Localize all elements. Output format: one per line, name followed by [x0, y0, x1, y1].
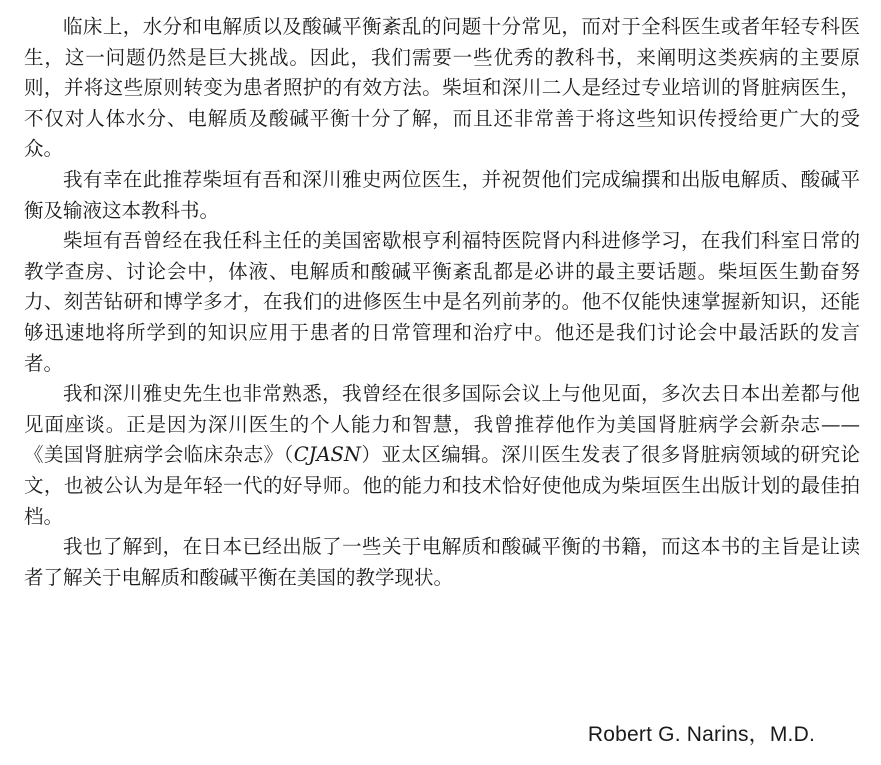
- paragraph-2: 我有幸在此推荐柴垣有吾和深川雅史两位医生，并祝贺他们完成编撰和出版电解质、酸碱平衡及输液这本教科书。: [24, 167, 860, 222]
- paragraph-3: 柴垣有吾曾经在我任科主任的美国密歇根亨利福特医院肾内科进修学习，在我们科室日常的教学查房、讨论会中，体液、电解质和酸碱平衡紊乱都是必讲的最主要话题。柴垣医生勤奋努力、刻苦钻研和博学多才，在我们的进修医生中是名列前茅的。他不仅能快速掌握新知识，还能够迅速地将所学到的知识应用于患者的日常管理和治疗中。他还是我们讨论会中最活跃的发言者。: [24, 229, 860, 375]
- preface-body: [24, 12, 860, 593]
- paragraph-5: 我也了解到，在日本已经出版了一些关于电解质和酸碱平衡的书籍，而这本书的主旨是让读者了解关于电解质和酸碱平衡在美国的教学现状。: [24, 535, 860, 589]
- paragraph-1: 临床上，水分和电解质以及酸碱平衡紊乱的问题十分常见，而对于全科医生或者年轻专科医生，这一问题仍然是巨大挑战。因此，我们需要一些优秀的教科书，来阐明这类疾病的主要原则，并将这些原则转变为患者照护的有效方法。柴垣和深川二人是经过专业培训的肾脏病医生，不仅对人体水分、电解质及酸碱平衡十分了解，而且还非常善于将这些知识传授给更广大的受众。: [24, 15, 860, 161]
- paragraph-4-text-after: ）亚太区编辑。深川医生发表了很多肾脏病领域的研究论文，也被公认为是年轻一代的好导师。他的能力和技术恰好使他成为柴垣医生出版计划的最佳拍档。: [24, 443, 860, 528]
- paragraph-4: [24, 379, 860, 532]
- author-signature: Robert G. Narins，M.D.: [587, 723, 815, 746]
- journal-abbreviation: CJASN: [293, 443, 361, 467]
- paragraph-4-text-before: 我和深川雅史先生也非常熟悉，我曾经在很多国际会议上与他见面，多次去日本出差都与他见面座谈。正是因为深川医生的个人能力和智慧，我曾推荐他作为美国肾脏病学会新杂志——《美国肾脏病学会临床杂志》（: [24, 382, 860, 467]
